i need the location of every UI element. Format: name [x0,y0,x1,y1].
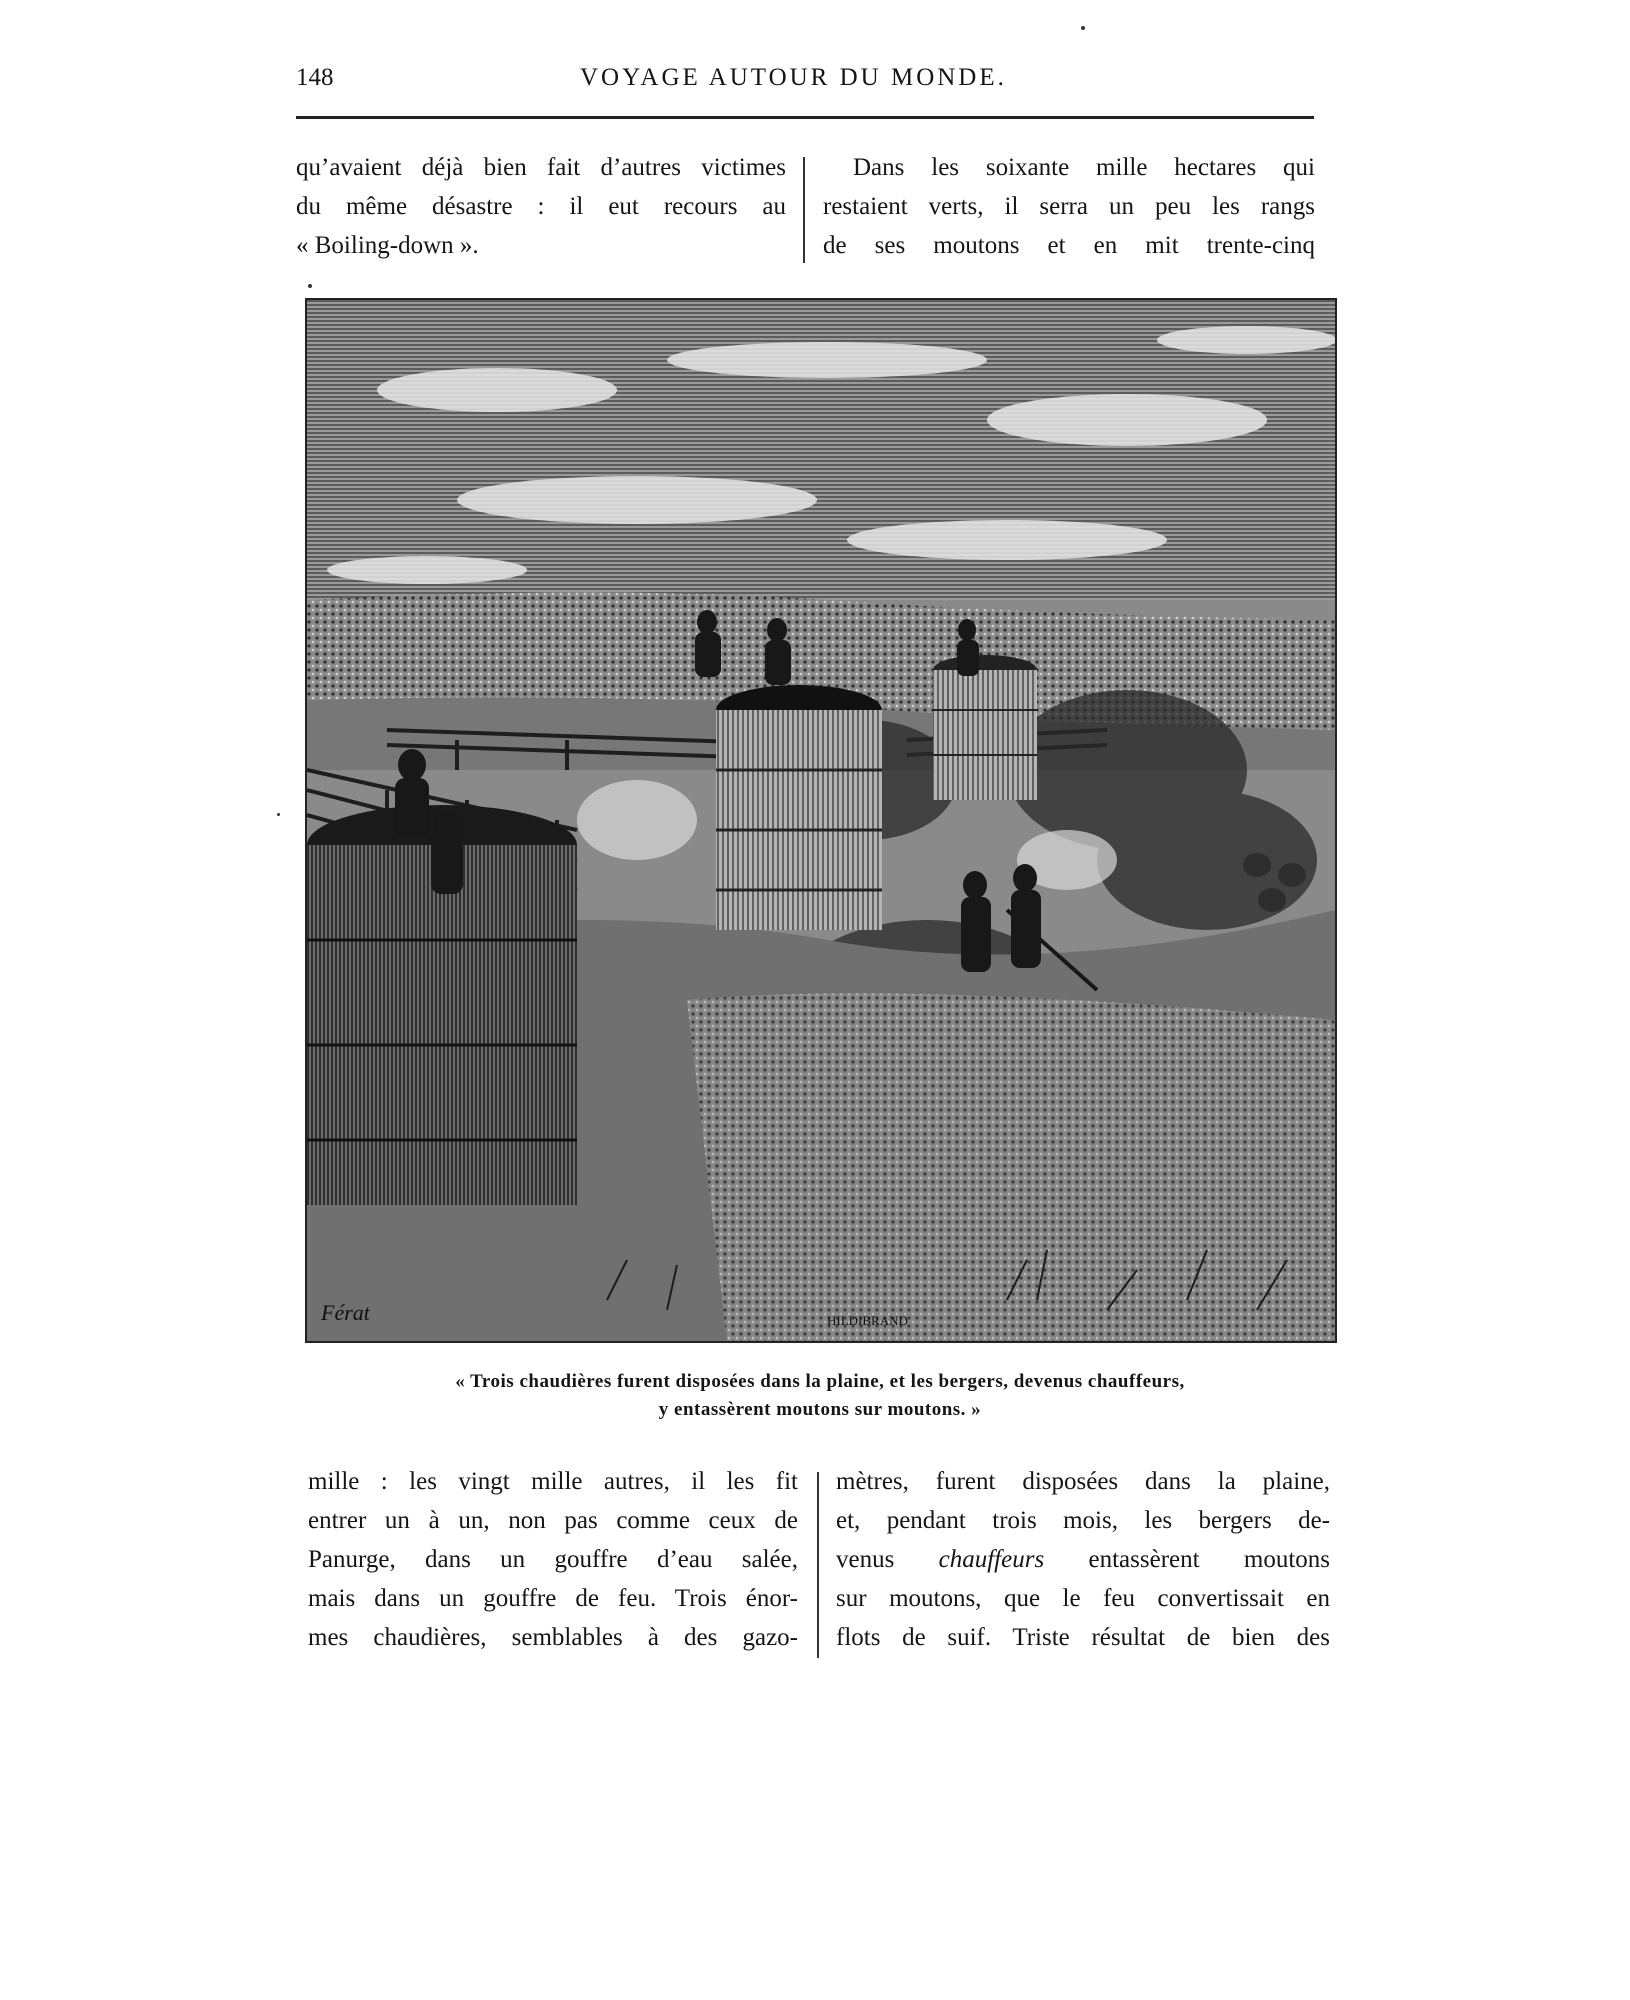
italic-word: chauffeurs [938,1546,1045,1573]
page-number: 148 [296,64,334,91]
bottom-right-column [836,1462,1330,1657]
print-speck [277,813,280,816]
text-fragment: entassèrent moutons [1088,1546,1330,1573]
engraving-illustration [305,298,1337,1343]
text-line: entrer un à un, non pas comme ceux de [308,1507,798,1534]
text-line: de ses moutons et en mit trente-cinq [823,232,1315,259]
illustration-caption [300,1368,1340,1424]
print-speck [308,284,312,288]
top-right-column [823,148,1315,265]
top-left-column [296,148,786,265]
cauldron-back [933,655,1037,800]
text-line: flots de suif. Triste résultat de bien des [836,1624,1330,1651]
caption-line: y entassèrent moutons sur moutons. » [658,1399,982,1420]
text-line: restaient verts, il serra un peu les rangs [823,193,1315,220]
print-speck [1081,26,1085,30]
text-line: mètres, furent disposées dans la plaine, [836,1468,1330,1495]
text-line: qu’avaient déjà bien fait d’autres victimes [296,154,786,181]
text-line: sur moutons, que le feu convertissait en [836,1585,1330,1612]
text-line: mille : les vingt mille autres, il les fit [308,1468,798,1495]
bottom-left-column [308,1462,798,1657]
artist-signature: Férat [321,1300,370,1325]
running-title: VOYAGE AUTOUR DU MONDE. [580,64,1007,91]
text-line: mes chaudières, semblables à des gazo- [308,1624,798,1651]
header-rule [296,116,1314,119]
caption-line: « Trois chaudières furent disposées dans la plaine, et les bergers, devenus chauffeurs, [455,1371,1185,1392]
text-line: « Boiling-down ». [296,232,479,259]
column-divider [803,157,805,263]
text-line: Panurge, dans un gouffre d’eau salée, [308,1546,798,1573]
text-line [836,1540,1330,1579]
text-fragment: venus [836,1546,895,1573]
column-divider [817,1472,819,1658]
cauldron-middle [716,685,882,930]
text-line: du même désastre : il eut recours au [296,193,786,220]
text-line: Dans les soixante mille hectares qui [853,154,1315,181]
text-line: mais dans un gouffre de feu. Trois énor- [308,1585,798,1612]
engraver-signature: HILDIBRAND [827,1313,908,1328]
text-line: et, pendant trois mois, les bergers de- [836,1507,1330,1534]
